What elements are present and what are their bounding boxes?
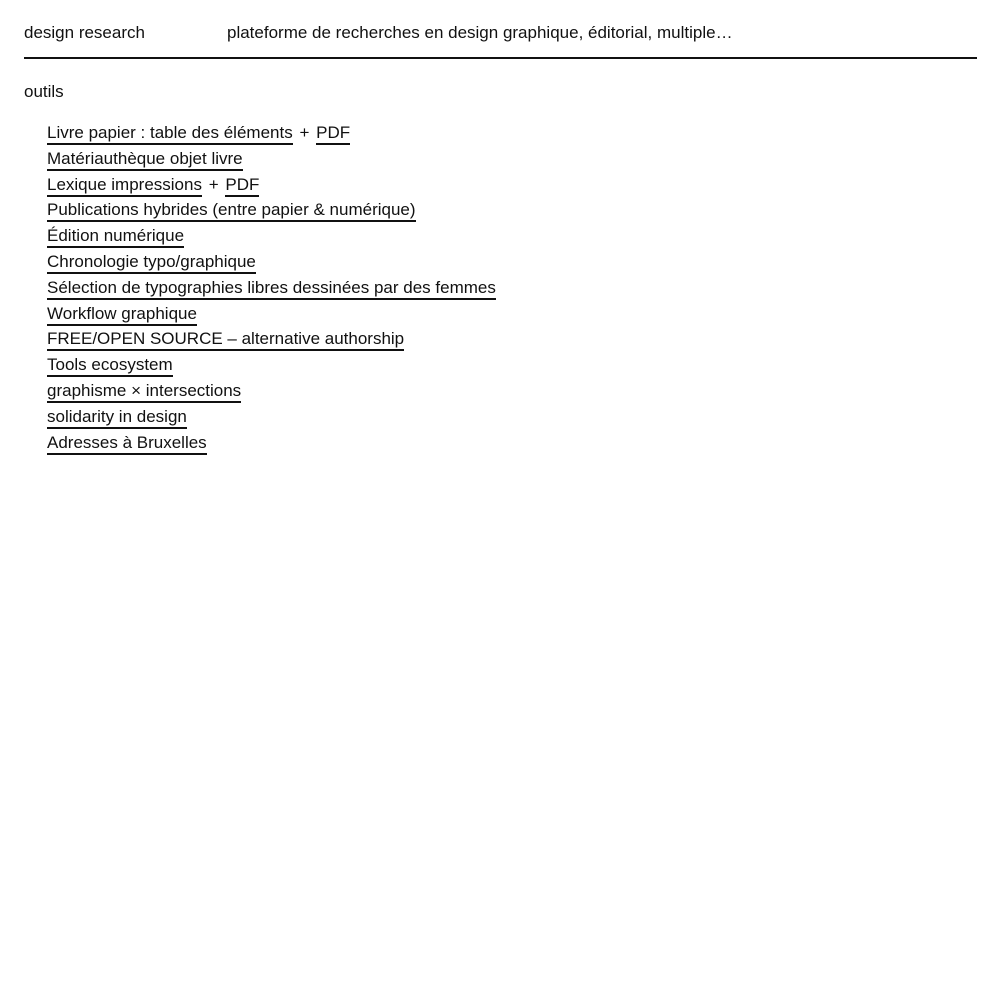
list-item — [47, 406, 496, 432]
list-item — [47, 432, 496, 458]
tool-link-lexique-impressions-pdf[interactable]: PDF — [225, 175, 259, 197]
list-item — [47, 328, 496, 354]
tool-link-free-open-source[interactable]: FREE/OPEN SOURCE – alternative authorship — [47, 329, 404, 351]
tool-link-livre-papier[interactable]: Livre papier : table des éléments — [47, 123, 293, 145]
list-item — [47, 380, 496, 406]
site-name-link[interactable]: design research — [24, 23, 145, 42]
tool-link-typographies-libres[interactable]: Sélection de typographies libres dessinées par des femmes — [47, 278, 496, 300]
tool-link-tools-ecosystem[interactable]: Tools ecosystem — [47, 355, 173, 377]
tool-link-lexique-impressions[interactable]: Lexique impressions — [47, 175, 202, 197]
tool-link-graphisme-intersections[interactable]: graphisme × intersections — [47, 381, 241, 403]
list-item — [47, 122, 496, 148]
list-item — [47, 225, 496, 251]
tool-link-chronologie[interactable]: Chronologie typo/graphique — [47, 252, 256, 274]
tool-link-adresses-bruxelles[interactable]: Adresses à Bruxelles — [47, 433, 207, 455]
site-header — [24, 0, 977, 59]
list-item — [47, 174, 496, 200]
tools-list — [47, 122, 496, 457]
plus-separator: + — [208, 174, 219, 194]
tool-link-materiautheque[interactable]: Matériauthèque objet livre — [47, 149, 243, 171]
site-tagline: plateforme de recherches en design graphique, éditorial, multiple… — [227, 23, 733, 42]
tool-link-publications-hybrides[interactable]: Publications hybrides (entre papier & numérique) — [47, 200, 416, 222]
tool-link-livre-papier-pdf[interactable]: PDF — [316, 123, 350, 145]
list-item — [47, 354, 496, 380]
list-item — [47, 251, 496, 277]
list-item — [47, 199, 496, 225]
tool-link-workflow[interactable]: Workflow graphique — [47, 304, 197, 326]
tool-link-edition-numerique[interactable]: Édition numérique — [47, 226, 184, 248]
plus-separator: + — [299, 123, 310, 142]
section-title: outils — [24, 82, 64, 101]
list-item — [47, 303, 496, 329]
list-item — [47, 277, 496, 303]
tool-link-solidarity[interactable]: solidarity in design — [47, 407, 187, 429]
list-item — [47, 148, 496, 174]
